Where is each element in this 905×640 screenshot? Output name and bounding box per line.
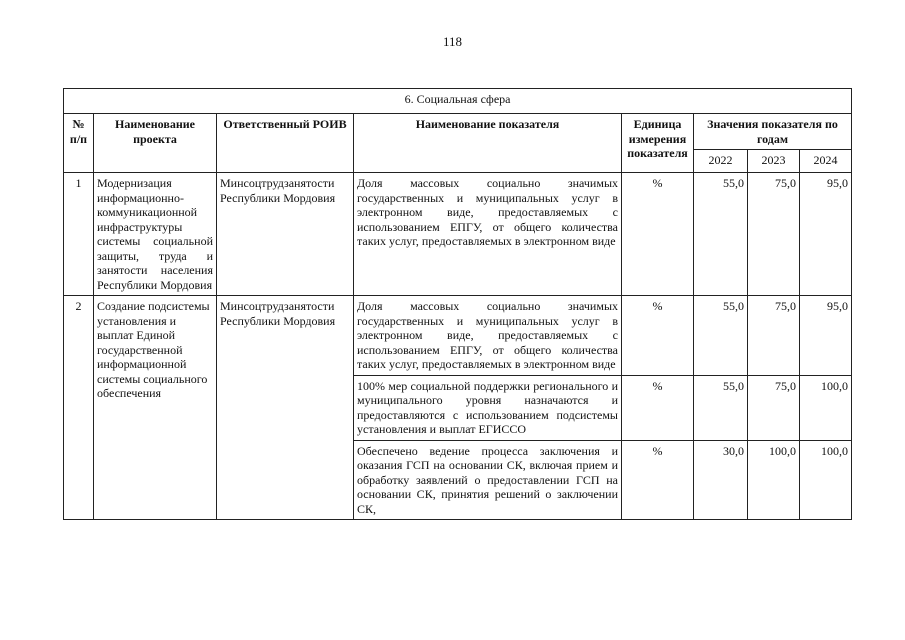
indicator-name: 100% мер социальной поддержки регионального и муниципального уровня назначаются и предоставляются с использованием подсистемы установления и выплат ЕГИССО: [354, 375, 622, 440]
indicator-table: [63, 88, 852, 520]
value-2024: 100,0: [800, 375, 852, 440]
value-2023: 75,0: [748, 296, 800, 376]
header-values: Значения показателя по годам: [694, 114, 852, 150]
table-row: [64, 173, 852, 296]
header-year-2024: 2024: [800, 150, 852, 173]
value-2024: 95,0: [800, 173, 852, 296]
header-roiv: Ответственный РОИВ: [217, 114, 354, 173]
value-2024: 100,0: [800, 440, 852, 520]
project-name: Создание подсистемы установления и выплат Единой государственной информационной системы социального обеспечения: [94, 296, 217, 520]
responsible-roiv: Минсоцтрудзанятости Республики Мордовия: [217, 173, 354, 296]
indicator-name: Доля массовых социально значимых государственных и муниципальных услуг в электронном виде, предоставляемых с использованием ЕПГУ, от общего количества таких услуг, предоставляемых в электронном виде: [354, 296, 622, 376]
value-2022: 55,0: [694, 296, 748, 376]
value-2023: 75,0: [748, 375, 800, 440]
header-unit: Единица измерения показателя: [622, 114, 694, 173]
header-project: Наименование проекта: [94, 114, 217, 173]
header-year-2023: 2023: [748, 150, 800, 173]
value-2022: 30,0: [694, 440, 748, 520]
row-number: 2: [64, 296, 94, 520]
value-2024: 95,0: [800, 296, 852, 376]
indicator-unit: %: [622, 375, 694, 440]
header-num: № п/п: [64, 114, 94, 173]
header-year-2022: 2022: [694, 150, 748, 173]
section-title-row: [64, 89, 852, 114]
indicator-name: Обеспечено ведение процесса заключения и оказания ГСП на основании СК, включая прием и обработку заявлений о предоставлении ГСП на основании СК, принятия решений о заключении СК,: [354, 440, 622, 520]
indicator-name: Доля массовых социально значимых государственных и муниципальных услуг в электронном виде, предоставляемых с использованием ЕПГУ, от общего количества таких услуг, предоставляемых в электронном виде: [354, 173, 622, 296]
value-2022: 55,0: [694, 173, 748, 296]
page-number: 118: [442, 34, 463, 49]
header-indicator: Наименование показателя: [354, 114, 622, 173]
value-2023: 100,0: [748, 440, 800, 520]
value-2022: 55,0: [694, 375, 748, 440]
indicator-unit: %: [622, 296, 694, 376]
responsible-roiv: Минсоцтрудзанятости Республики Мордовия: [217, 296, 354, 520]
indicator-unit: %: [622, 173, 694, 296]
section-title: 6. Социальная сфера: [64, 89, 852, 114]
header-row: [64, 114, 852, 150]
value-2023: 75,0: [748, 173, 800, 296]
table-row: [64, 296, 852, 376]
row-number: 1: [64, 173, 94, 296]
indicator-unit: %: [622, 440, 694, 520]
project-name: Модернизация информационно-коммуникационной инфраструктуры системы социальной защиты, труда и занятости населения Республики Мордовия: [94, 173, 217, 296]
